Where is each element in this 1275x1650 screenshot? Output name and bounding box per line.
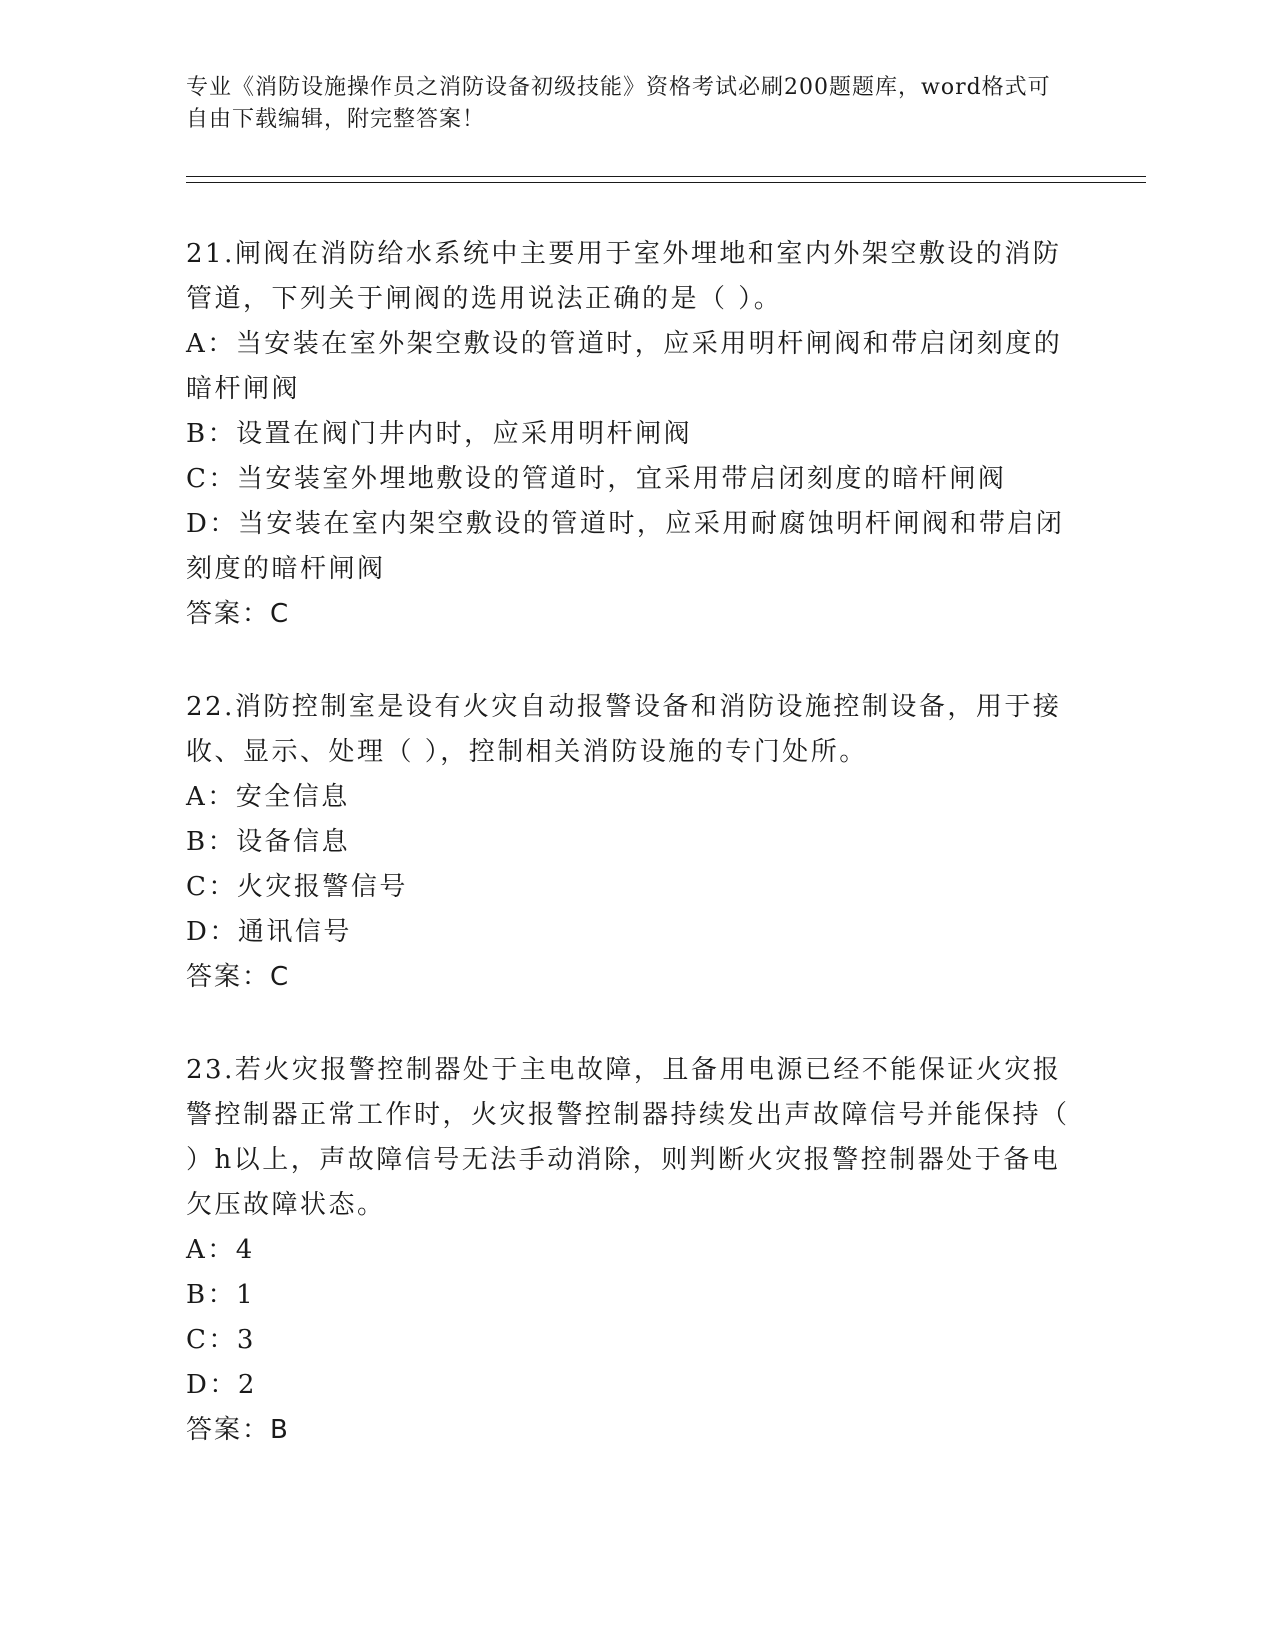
question-list [186,232,1086,1501]
question-stem: 23.若火灾报警控制器处于主电故障，且备用电源已经不能保证火灾报警控制器正常工作时，火灾报警控制器持续发出声故障信号并能保持（ ）h以上，声故障信号无法手动消除，则判断火灾报警控制器处于备电欠压故障状态。 [186,1055,1070,1220]
option-c: C：当安装室外埋地敷设的管道时，宜采用带启闭刻度的暗杆闸阀 [186,464,1007,494]
question-21 [186,232,1086,637]
answer-line: 答案：C [186,962,291,992]
question-23 [186,1048,1086,1453]
option-a: A：4 [186,1235,255,1265]
option-c: C：火灾报警信号 [186,872,408,902]
header-rule-bottom [186,182,1146,183]
option-b: B：1 [186,1280,256,1310]
option-a: A：当安装在室外架空敷设的管道时，应采用明杆闸阀和带启闭刻度的暗杆闸阀 [186,329,1063,404]
option-b: B：设备信息 [186,827,351,857]
header-rule-top [186,176,1146,177]
option-c: C：3 [186,1325,256,1355]
question-stem: 21.闸阀在消防给水系统中主要用于室外埋地和室内外架空敷设的消防管道，下列关于闸阀的选用说法正确的是（ ）。 [186,239,1062,314]
option-d: D：当安装在室内架空敷设的管道时，应采用耐腐蚀明杆闸阀和带启闭刻度的暗杆闸阀 [186,509,1065,584]
option-b: B：设置在阀门井内时，应采用明杆闸阀 [186,419,693,449]
answer-line: 答案：B [186,1415,290,1445]
option-d: D：2 [186,1370,257,1400]
option-d: D：通讯信号 [186,917,352,947]
document-header: 专业《消防设施操作员之消防设备初级技能》资格考试必刷200题题库，word格式可自由下载编辑，附完整答案！ [186,75,1051,132]
question-stem: 22.消防控制室是设有火灾自动报警设备和消防设施控制设备，用于接收、显示、处理（ ），控制相关消防设施的专门处所。 [186,692,1062,767]
answer-line: 答案：C [186,599,291,629]
question-22 [186,685,1086,1000]
option-a: A：安全信息 [186,782,350,812]
